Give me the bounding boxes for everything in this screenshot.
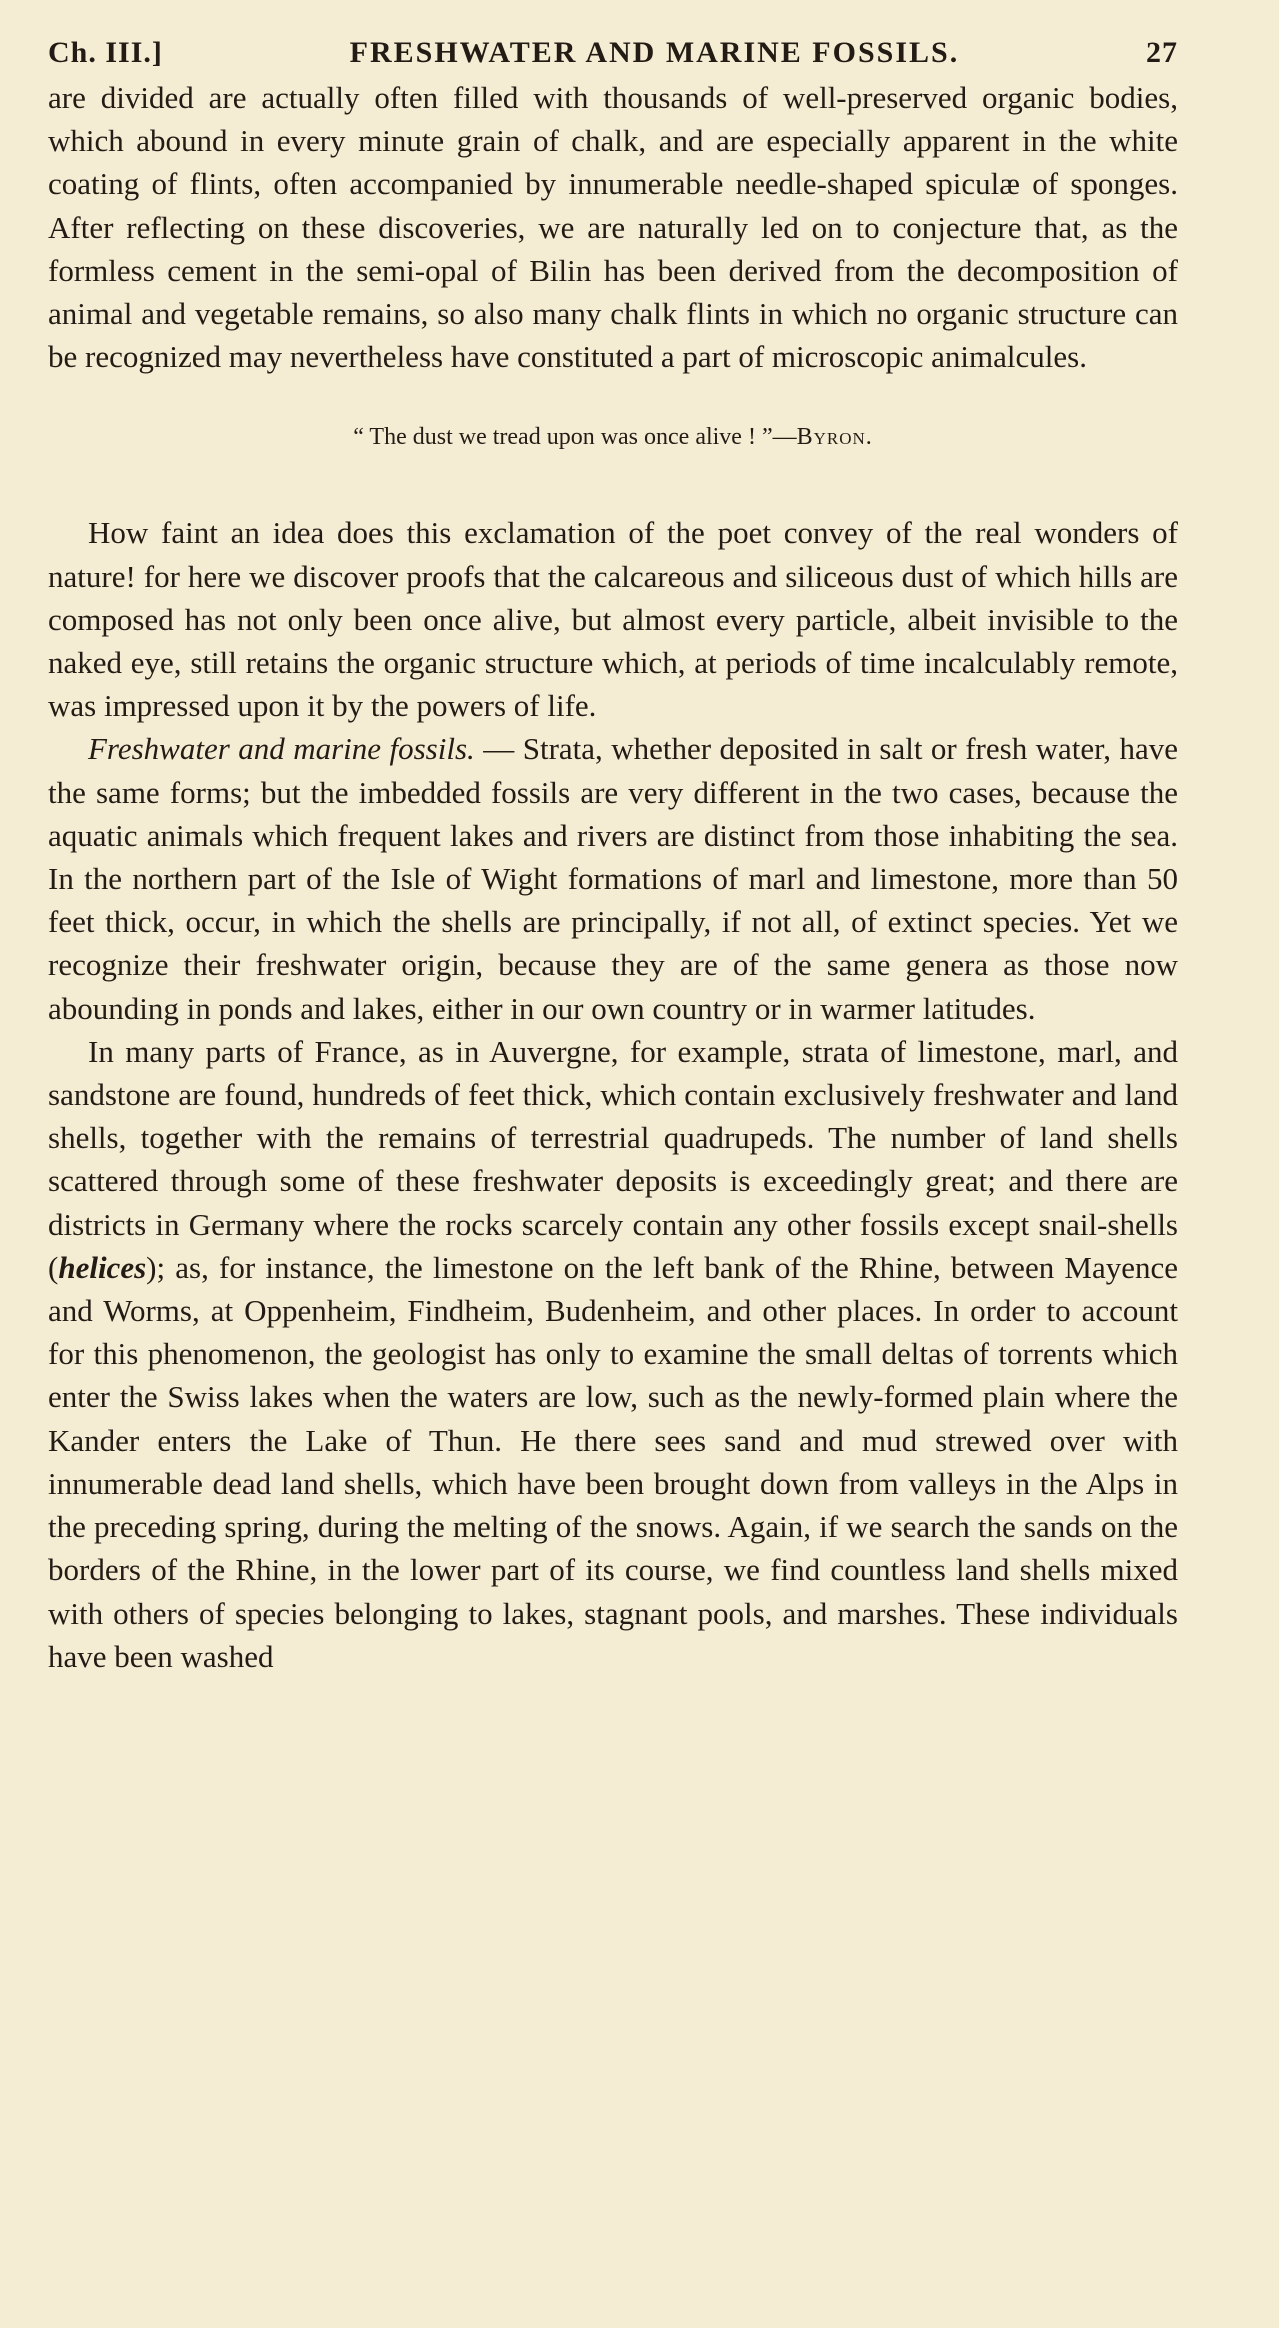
chapter-label: Ch. III.]: [48, 36, 163, 69]
book-page: [48, 36, 1178, 1678]
epigraph: [48, 424, 1178, 451]
paragraph-2: How faint an idea does this exclamation of the poet convey of the real wonders of nature! for here we discover proofs that the calcareous and siliceous dust of which hills are composed has not only been once alive, but almost every particle, albeit invisible to the naked eye, still retains the organic structure which, at periods of time incalculably remote, was impressed upon it by the powers of life.: [48, 515, 1178, 724]
running-title: FRESHWATER AND MARINE FOSSILS.: [349, 36, 960, 69]
epigraph-attribution: Byron.: [796, 424, 873, 451]
paragraph-4-part-1: In many parts of France, as in Auvergne, for example, strata of limestone, marl, and sandstone are found, hundreds of feet thick, which contain exclusively freshwater and land shells, together with the remains of terrestrial quadrupeds. The number of land shells scattered through some of these freshwater deposits is exceedingly great; and there are districts in Germany where the rocks scarcely contain any other fossils except snail-shells (: [48, 1033, 1178, 1285]
page-number: 27: [1146, 36, 1178, 69]
paragraph-4-part-2: ); as, for instance, the limestone on the left bank of the Rhine, between Mayence and Worms, at Oppenheim, Findheim, Budenheim, and other places. In order to account for this phenomenon, the geologist has only to examine the small deltas of torrents which enter the Swiss lakes when the waters are low, such as the newly-formed plain where the Kander enters the Lake of Thun. He there sees sand and mud strewed over with innumerable dead land shells, which have been brought down from valleys in the Alps in the preceding spring, during the melting of the snows. Again, if we search the sands on the borders of the Rhine, in the lower part of its course, we find countless land shells mixed with others of species belonging to lakes, stagnant pools, and marshes. These individuals have been washed: [48, 1249, 1178, 1674]
paragraph-3: [48, 727, 1178, 1029]
paragraph-3-body: — Strata, whether deposited in salt or fresh water, have the same forms; but the imbedded fossils are very different in the two cases, because the aquatic animals which frequent lakes and rivers are distinct from those inhabiting the sea. In the northern part of the Isle of Wight formations of marl and limestone, more than 50 feet thick, occur, in which the shells are principally, if not all, of extinct species. Yet we recognize their freshwater origin, because they are of the same genera as those now abounding in ponds and lakes, either in our own country or in warmer latitudes.: [48, 731, 1178, 1026]
epigraph-quote: “ The dust we tread upon was once alive ! ”—: [353, 424, 797, 451]
paragraph-4: [48, 1030, 1178, 1678]
emphasized-term: helices: [58, 1249, 147, 1285]
paragraph-1: are divided are actually often filled with thousands of well-preserved organic bodies, which abound in every minute grain of chalk, and are especially apparent in the white coating of flints, often accompanied by innumerable needle-shaped spiculæ of sponges. After reflecting on these discoveries, we are naturally led on to conjecture that, as the formless cement in the semi-opal of Bilin has been derived from the decomposition of animal and vegetable remains, so also many chalk flints in which no organic structure can be recognized may nevertheless have constituted a part of microscopic animalcules.: [48, 80, 1178, 375]
section-heading: Freshwater and marine fossils.: [88, 731, 475, 767]
running-header: [48, 36, 1178, 70]
